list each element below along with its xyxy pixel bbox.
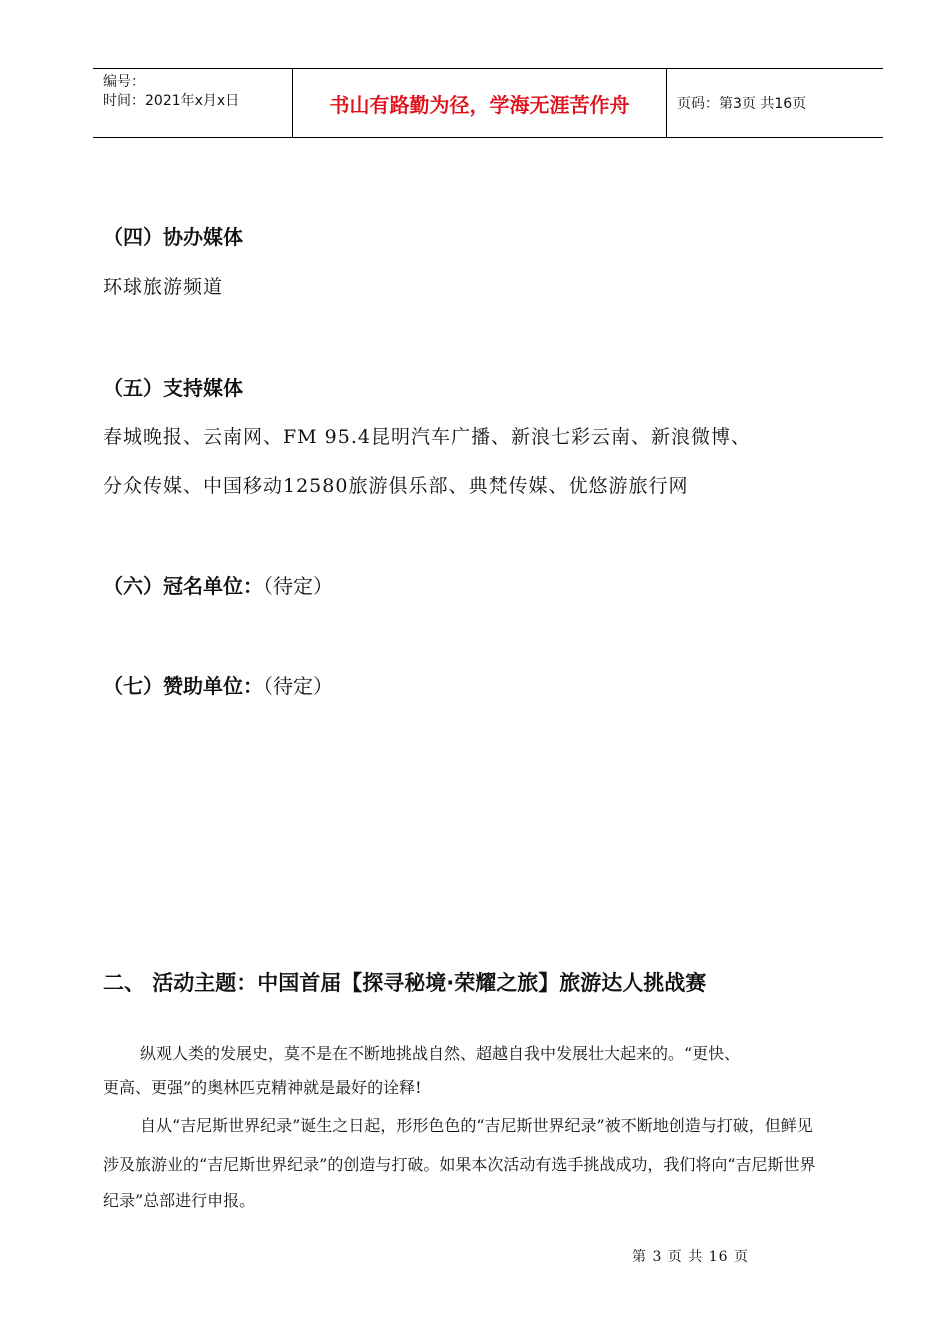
time-label: 时间：2021年x月x日: [103, 93, 240, 109]
section-6: [103, 570, 333, 599]
theme-p2-line-1: 自从“吉尼斯世界纪录”诞生之日起，形形色色的“吉尼斯世界纪录”被不断地创造与打破，但鲜见: [140, 1116, 813, 1135]
section-4-title: （四）协办媒体: [103, 225, 243, 249]
header-meta: [93, 69, 293, 137]
theme-p2-line-3: 纪录”总部进行申报。: [103, 1191, 256, 1210]
page-footer: 第 3 页 共 16 页: [632, 1249, 749, 1265]
header-page-info: 页码：第3页 共16页: [677, 96, 807, 112]
section-6-title: （六）冠名单位：: [103, 574, 263, 598]
theme-p1-line-2: 更高、更强”的奥林匹克精神就是最好的诠释!: [103, 1078, 422, 1097]
page-header: [93, 68, 883, 138]
theme-heading: 二、 活动主题：中国首届【探寻秘境·荣耀之旅】旅游达人挑战赛: [103, 971, 707, 995]
section-4-text: 环球旅游频道: [103, 276, 224, 298]
section-7-value: （待定）: [263, 674, 333, 698]
section-5-line-2: 分众传媒、中国移动12580旅游俱乐部、典梵传媒、优悠游旅行网: [103, 475, 689, 497]
number-label: 编号：: [103, 74, 145, 90]
theme-p2-line-2: 涉及旅游业的“吉尼斯世界纪录”的创造与打破。如果本次活动有选手挑战成功，我们将向“吉尼斯世界: [103, 1155, 816, 1174]
section-5-line-1: 春城晚报、云南网、FM 95.4昆明汽车广播、新浪七彩云南、新浪微博、: [103, 426, 751, 448]
section-6-value: （待定）: [263, 574, 333, 598]
theme-p1-line-1: 纵观人类的发展史，莫不是在不断地挑战自然、超越自我中发展壮大起来的。“更快、: [140, 1044, 741, 1063]
section-5-title: （五）支持媒体: [103, 376, 243, 400]
header-motto: 书山有路勤为径，学海无涯苦作舟: [293, 69, 667, 137]
section-7-title: （七）赞助单位：: [103, 674, 263, 698]
section-7: [103, 670, 333, 699]
